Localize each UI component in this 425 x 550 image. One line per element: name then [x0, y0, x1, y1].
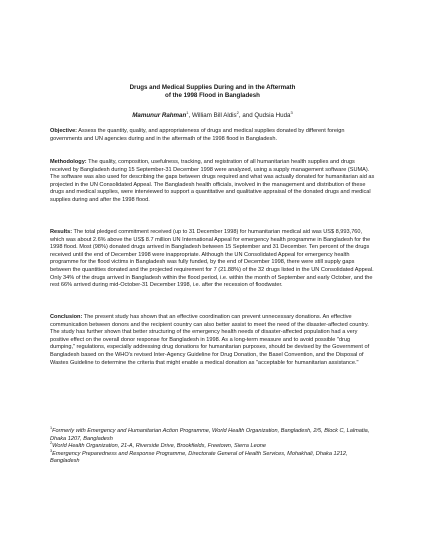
footnote-1 [50, 426, 376, 446]
objective-heading: Objective: [50, 128, 78, 134]
results-heading: Results: [50, 229, 73, 235]
footnote-2 [50, 443, 376, 451]
results-section [50, 229, 376, 290]
footnote-2-text: World Health Organization, 21-A, Riverside Drive, Brookfields, Freetown, Sierra Leone [52, 443, 267, 450]
lead-author: Mamunur Rahman [132, 112, 187, 119]
methodology-section [50, 159, 376, 205]
title-line-2: of the 1998 Flood in Bangladesh [165, 92, 260, 99]
author-list [60, 112, 365, 120]
objective-text: Assess the quantity, quality, and appropriateness of drugs and medical supplies donated by different foreign governments and UN agencies during and in the aftermath of the 1998 flood in Bangladesh. [50, 128, 345, 142]
title-line-1: Drugs and Medical Supplies During and in the Aftermath [129, 84, 296, 91]
author-2: , William Bill Aldis [188, 112, 237, 119]
footnote-3 [50, 448, 376, 466]
affiliation-mark-1: 1 [186, 110, 189, 115]
footnote-1-text: Formerly with Emergency and Humanitarian Action Programme, World Health Organization, Bangladesh, 2/5, Block C, Lalmatia, Dhaka 1207, Bangladesh [50, 428, 370, 442]
objective-section [50, 128, 376, 143]
paper-title [60, 84, 365, 100]
footnote-1-mark: 1 [50, 426, 53, 430]
conclusion-section [50, 314, 376, 367]
affiliation-mark-3: 3 [290, 110, 293, 115]
methodology-heading: Methodology: [50, 159, 87, 165]
methodology-text: The quality, composition, usefulness, tracking, and registration of all humanitarian health supplies and drugs received by Bangladesh during 15 September-31 December 1998 were analyzed, using a supply management software (SUMA). The software was also used for describing the gaps between drugs required and what was actually donated for humanitarian aid as projected in the UN Consolidated Appeal. The Bangladesh health officials, involved in the management and distribution of these drugs and medical supplies, were interviewed to support a quantitative and qualitative appraisal of the donated drugs and medical supplies during and after the 1998 flood. [50, 159, 375, 203]
conclusion-text: The present study has shown that an effective coordination can prevent unnecessary donations. An effective communication between donors and the recipient country can also better assist to meet the need of the disaster-affected country. The study has further shown that better structuring of the emergency health needs of disaster-affected population had a very positive effect on the overall donor response for Bangladesh in 1998. As a long-term measure and to avoid possible "drug dumping," regulations, especially addressing drug donations for humanitarian purposes, should be devised by the Government of Bangladesh based on the WHO's revised Inter-Agency Guideline for Drug Donation, the Basel Convention, and the Disposal of Wastes Guideline to determine the criteria that might enable a medical donation as "acceptable for humanitarian assistance." [50, 314, 370, 366]
conclusion-heading: Conclusion: [50, 314, 83, 320]
footnote-2-mark: 2 [50, 441, 53, 446]
affiliation-mark-2: 2 [236, 110, 239, 115]
results-text: The total pledged commitment received (up to 31 December 1998) for humanitarian medical aid was US$ 8,993,760, which was about 2.6% above the US$ 8.7 million UN International Appeal for emergency health programme in Bangladesh for the 1998 flood. Most (98%) donated drugs arrived in Bangladesh between 15 September and 31 December. Ten percent of the drugs received until the end of December 1998 were inappropriate. Although the UN Consolidated Appeal for emergency health programme for the flood victims in Bangladesh was fully funded, by the end of December 1998, there were still supply gaps between the quantities donated and the projected requirement for 7 (21.88%) of the 32 drugs listed in the UN Consolidated Appeal. Only 34% of the drugs arrived in Bangladesh within the flood period, i.e. within the month of September and early October, and the rest 66% arrived during mid-October-31 December 1998, i.e. after the recession of floodwater. [50, 229, 374, 289]
footnotes [50, 428, 376, 466]
footnote-3-mark: 3 [50, 448, 53, 453]
footnote-3-text: Emergency Preparedness and Response Programme, Directorate General of Health Services, Mohakhali, Dhaka 1212, Bangladesh [50, 450, 348, 465]
author-3: , and Qudsia Huda [238, 112, 291, 119]
